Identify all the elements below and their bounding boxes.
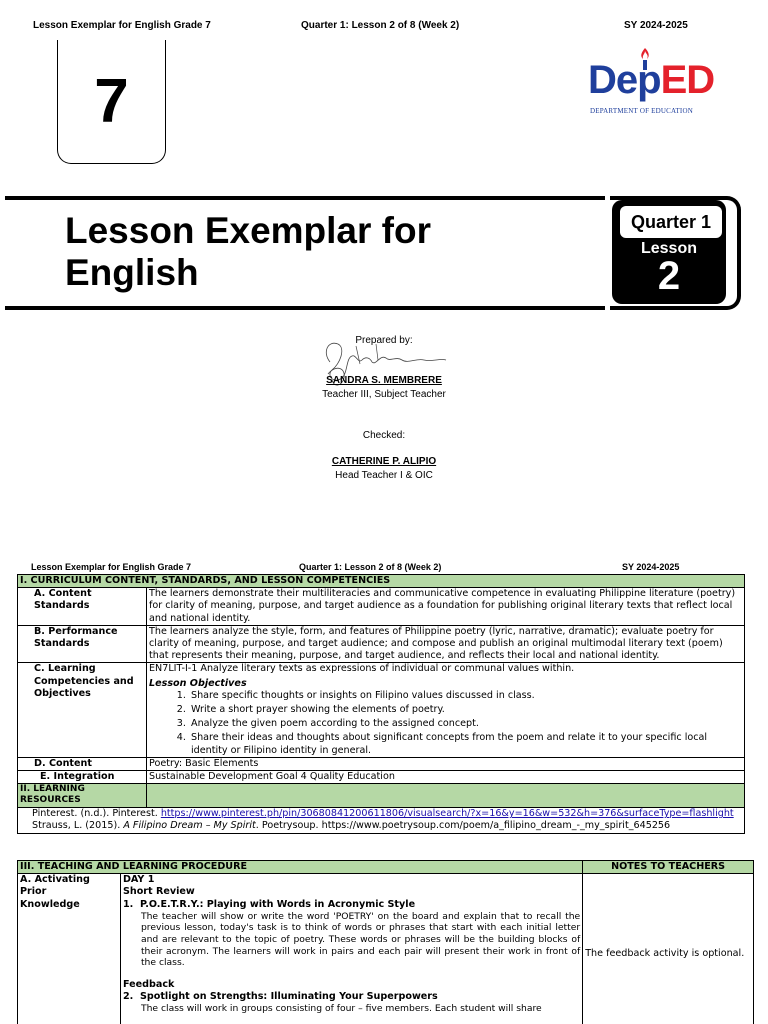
table-row: [18, 874, 754, 1024]
section3-heading: III. TEACHING AND LEARNING PROCEDURE: [18, 861, 583, 874]
competencies-label: C. Learning Competencies and Objectives: [18, 663, 147, 757]
deped-word-blue: Dep: [588, 58, 661, 102]
ref2-title: A Filipino Dream – My Spirit: [123, 820, 256, 832]
objectives-list: [189, 690, 742, 757]
prepared-label: Prepared by:: [355, 335, 413, 346]
deped-logo: [588, 48, 724, 118]
title-band: [5, 196, 605, 310]
review-label: Short Review: [122, 886, 195, 898]
table-row: [18, 808, 745, 833]
competencies-cell: [147, 663, 745, 757]
header-center: Quarter 1: Lesson 2 of 8 (Week 2): [301, 20, 460, 31]
activity-2-title: 2. Spotlight on Strengths: Illuminating Your Superpowers: [122, 990, 438, 1002]
header-center: Quarter 1: Lesson 2 of 8 (Week 2): [299, 562, 442, 572]
activity-2-text: The class will work in groups consisting of four – five members. Each student will share: [140, 1003, 542, 1015]
integration-label: E. Integration: [18, 771, 147, 784]
notes-heading: NOTES TO TEACHERS: [583, 861, 754, 874]
procedure-table: [17, 860, 754, 1024]
objectives-heading: Lesson Objectives: [149, 677, 247, 689]
reference-2: [32, 820, 742, 832]
quarter-label: Quarter 1: [620, 206, 722, 238]
section2-heading: II. LEARNING RESOURCES: [18, 784, 147, 808]
preparer-name: SANDRA S. MEMBRERE: [326, 375, 442, 386]
ref2-prefix: Strauss, L. (2015).: [32, 820, 121, 832]
resources-cell: [18, 808, 745, 833]
section2-heading-fill: [147, 784, 745, 808]
content-standards-text: The learners demonstrate their multiliteracies and communicative competence in evaluating Philippine literature (poetry) for clarity of meaning, purpose, and target audience as a foundation for publishing original literary texts that reflect local and national identity.: [147, 588, 745, 626]
list-item: 1. Share specific thoughts or insights on Filipino values discussed in class.: [189, 690, 742, 702]
deped-word-red: ED: [660, 58, 715, 102]
ref1-link[interactable]: https://www.pinterest.ph/pin/30680841200611806/visualsearch/?x=16&y=16&w=532&h=376&surfaceType=flashlight: [160, 808, 734, 820]
lesson-label: Lesson: [640, 240, 697, 257]
grade-box: 7: [57, 40, 166, 164]
content-standards-label: A. Content Standards: [18, 588, 147, 626]
ref1-prefix: Pinterest. (n.d.). Pinterest.: [32, 808, 158, 820]
list-item: 4. Share their ideas and thoughts about significant concepts from the poem and relate it to your specific local identity or Filipino identity in general.: [189, 732, 742, 756]
table-row: [18, 757, 745, 770]
curriculum-table: [17, 574, 745, 834]
integration-text: Sustainable Development Goal 4 Quality Education: [147, 771, 745, 784]
act1-title-text: P.O.E.T.R.Y.: Playing with Words in Acronymic Style: [139, 898, 416, 910]
day-label: DAY 1: [122, 874, 155, 886]
content-text: Poetry: Basic Elements: [147, 757, 745, 770]
lesson-number: 2: [657, 254, 681, 298]
list-item: 3. Analyze the given poem according to the assigned concept.: [189, 718, 742, 730]
table-row: [18, 625, 745, 663]
checked-label: Checked:: [362, 430, 406, 441]
table-row: [18, 771, 745, 784]
list-item: 2. Write a short prayer showing the elements of poetry.: [189, 704, 742, 716]
table-row: [18, 663, 745, 757]
preparer-title: Teacher III, Subject Teacher: [322, 389, 446, 400]
header-right: SY 2024-2025: [622, 562, 680, 572]
checker-name: CATHERINE P. ALIPIO: [331, 456, 437, 467]
deped-wordmark: [588, 58, 714, 102]
header-left: Lesson Exemplar for English Grade 7: [31, 562, 192, 572]
header-left: Lesson Exemplar for English Grade 7: [33, 20, 211, 31]
ref2-suffix: . Poetrysoup. https://www.poetrysoup.com/poem/a_filipino_dream_-_my_spirit_645256: [255, 820, 671, 832]
part-label: [18, 874, 121, 1024]
table-row: [18, 588, 745, 626]
note-text: The feedback activity is optional.: [585, 947, 745, 959]
page-title: Lesson Exemplar for English: [65, 210, 432, 293]
procedure-cell: [120, 874, 582, 1024]
activity-1-title: 1. P.O.E.T.R.Y.: Playing with Words in Acronymic Style: [122, 898, 416, 910]
reference-1: [32, 808, 742, 820]
act2-title-text: Spotlight on Strengths: Illuminating Your Superpowers: [139, 990, 438, 1002]
competency-text: EN7LIT-I-1 Analyze literary texts as expressions of individual or communal values within.: [149, 663, 575, 675]
checker-title: Head Teacher I & OIC: [335, 470, 433, 481]
header-right: SY 2024-2025: [624, 20, 688, 31]
performance-text: The learners analyze the style, form, and features of Philippine poetry (lyric, narrative, dramatic); evaluate poetry for clarity of meaning, purpose, and target audience; and compose and publish an original multimodal literary text (poem) that represents their meaning, purpose, and target audience, and reflects their local and national identity.: [147, 625, 745, 663]
content-label: D. Content: [18, 757, 147, 770]
part-label-text: A. Activating Prior Knowledge: [20, 874, 90, 910]
section1-heading: I. CURRICULUM CONTENT, STANDARDS, AND LESSON COMPETENCIES: [18, 575, 745, 588]
activity-1-text: The teacher will show or write the word 'POETRY' on the board and explain that to recall the previous lesson, today's task is to think of words or phrases that start with each initial letter and are relevant to the topic of poetry. These words or phrases will be the building blocks of their acronym. The learners will work in pairs and each pair will present their work in front of the class.: [140, 910, 581, 969]
notes-cell: [583, 874, 754, 1024]
performance-label: B. Performance Standards: [18, 625, 147, 663]
deped-subtitle: DEPARTMENT OF EDUCATION: [590, 107, 693, 115]
feedback-label: Feedback: [122, 978, 175, 990]
